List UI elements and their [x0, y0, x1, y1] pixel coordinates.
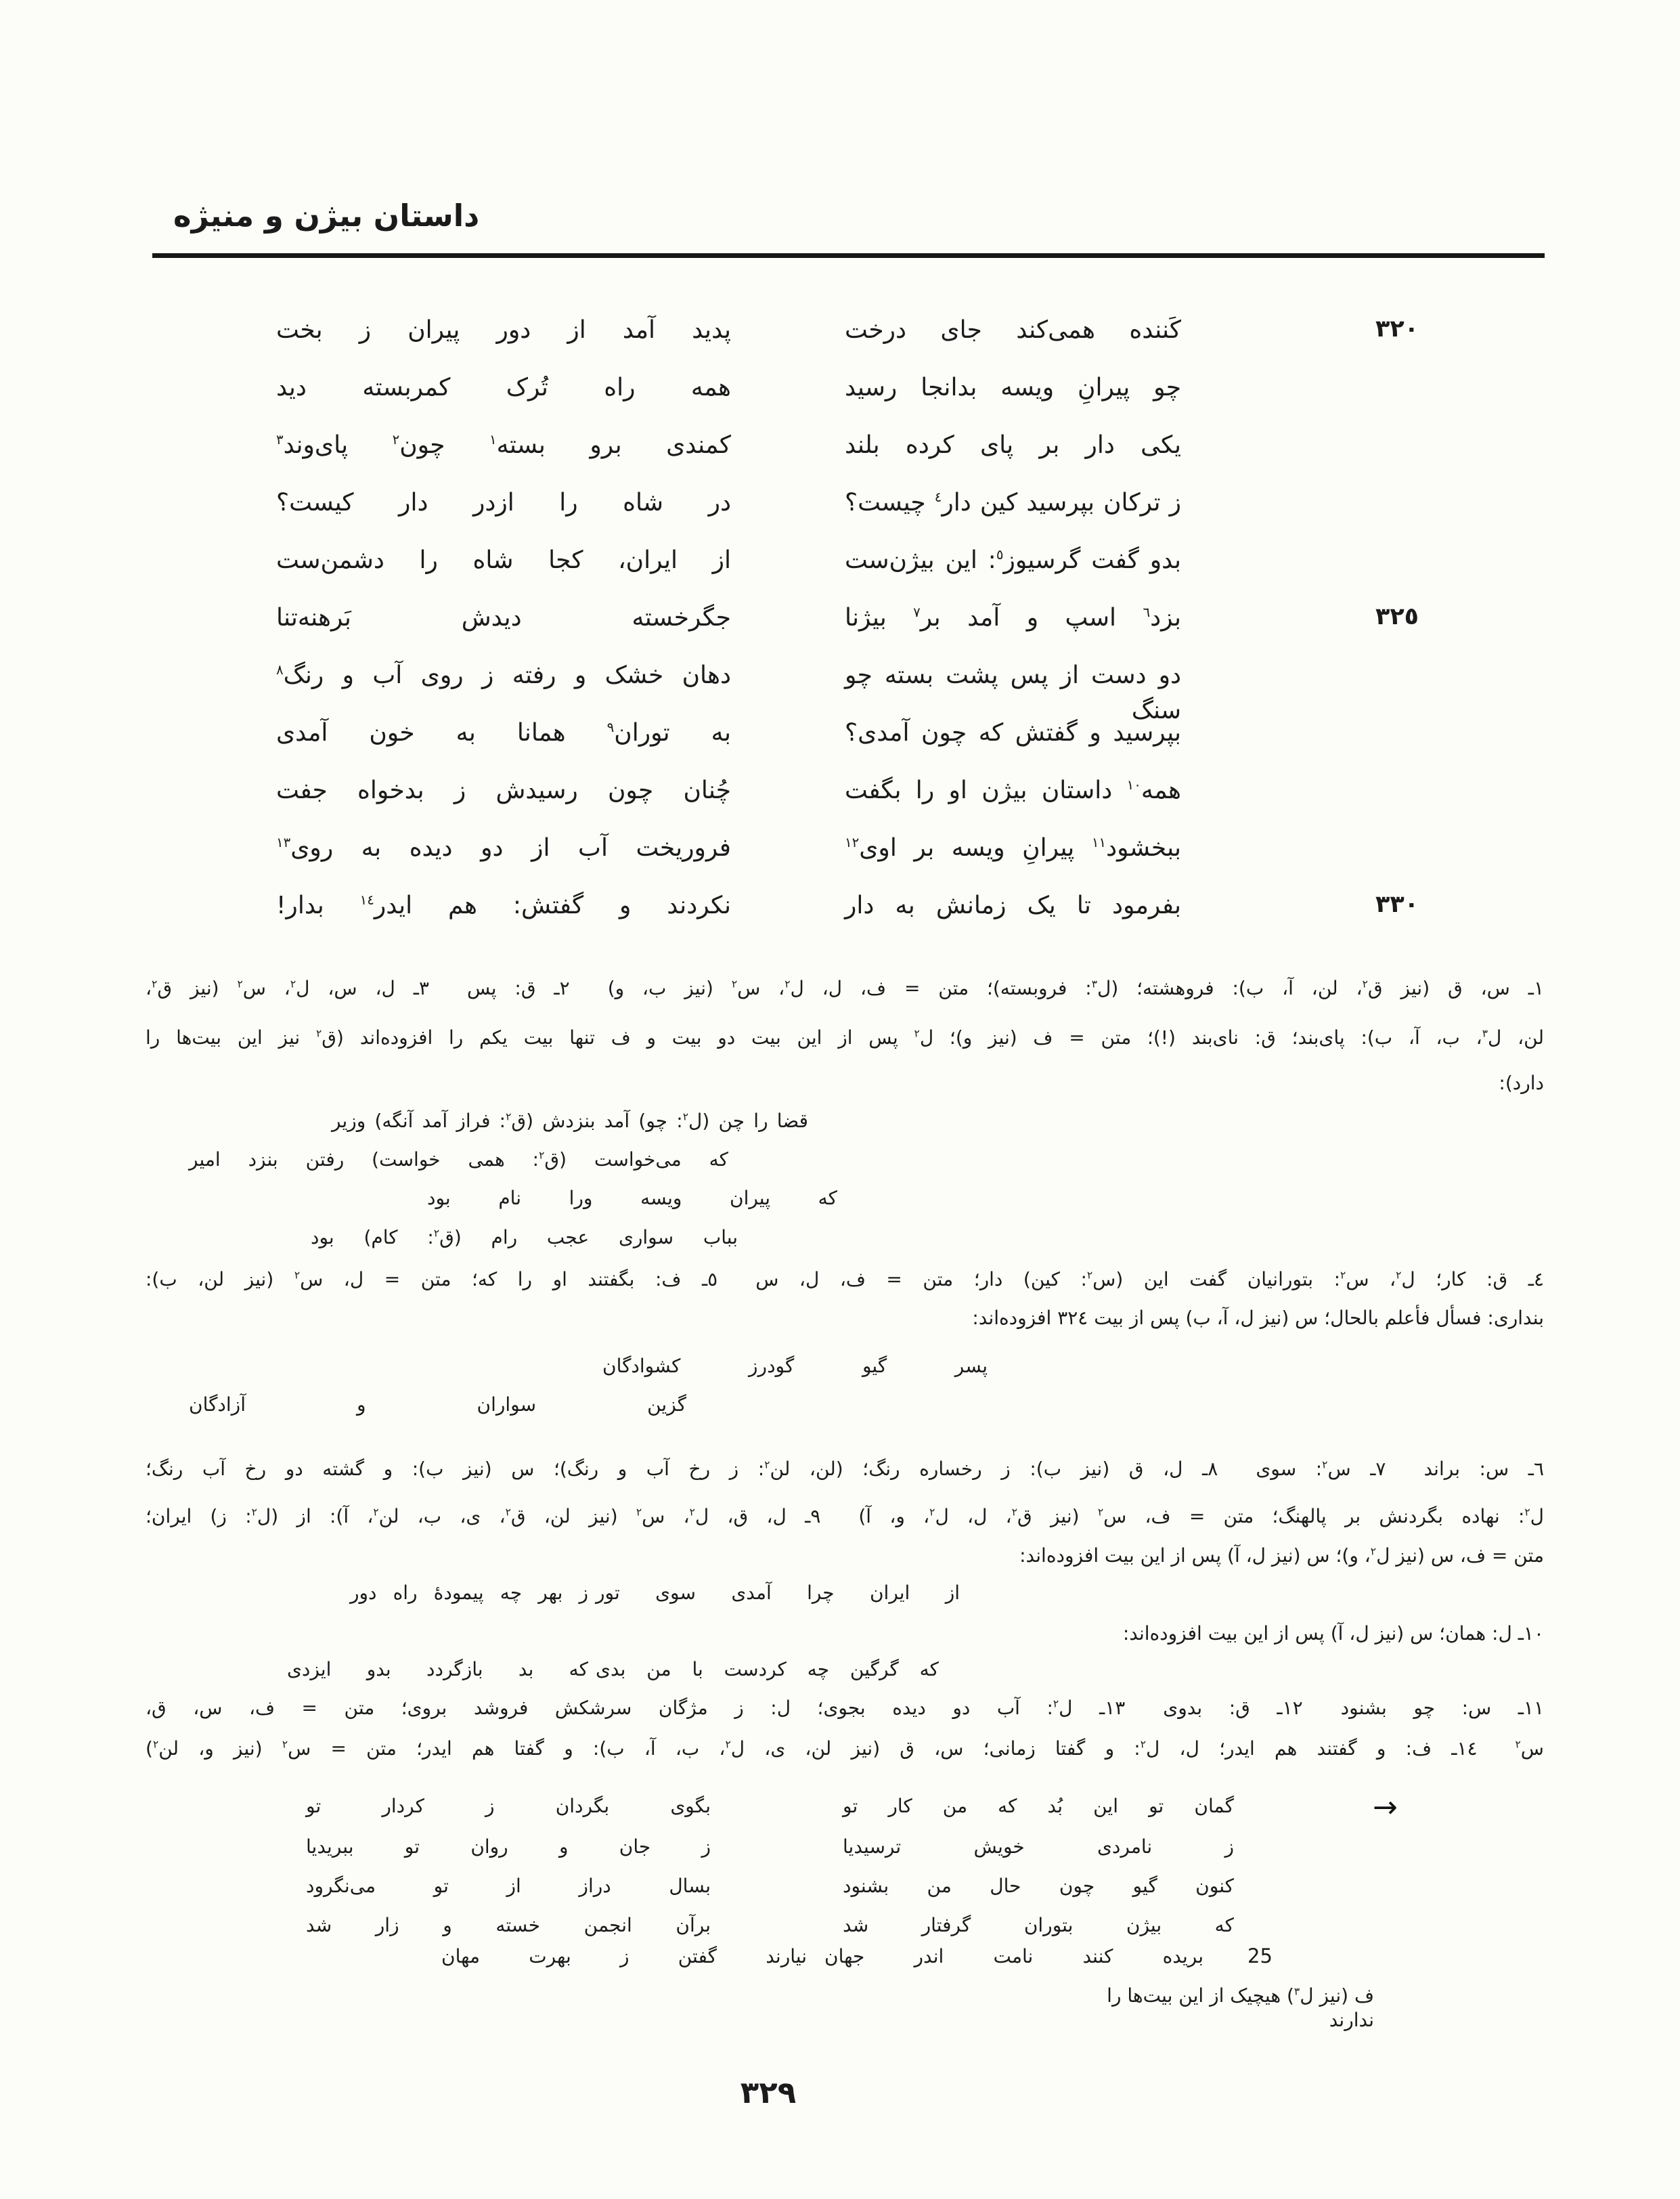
running-title: داستان بیژن و منیژه — [173, 198, 480, 234]
header-rule — [152, 253, 1545, 258]
hemistich-left: از ایران، کجا شاه را دشمن‌ست — [276, 546, 731, 574]
footnote-line: ۱۱ـ س: چو بشنود ۱۲ـ ق: بدوی ۱۳ـ ل$^۲$: آب دو دیده بجوی؛ ل: ز مژگان سرشکش فروشد بروی؛ متن = ف، س، ق، — [146, 1697, 1544, 1719]
poem-row — [0, 831, 1680, 874]
footnote-verse-left: ز بهر چه پیمودهٔ راه دور — [350, 1582, 588, 1604]
poem-row — [0, 658, 1680, 725]
footnote-line: ۱ـ س، ق (نیز ق$^۲$، لن، آ، ب): فروهشته؛ (ل$^۳$: فروبسته)؛ متن = ف، ل، ل$^۲$، س$^۲$ (نیز ب، و) ۲ـ ق: پس ۳ـ ل، س، ل$^۲$، س$^۲$ (نیز ق$^۲$، — [146, 977, 1544, 999]
poem-row — [0, 888, 1680, 932]
poem-row — [0, 773, 1680, 817]
footnote-line: ل$^۲$: نهاده بگردنش بر پالهنگ؛ متن = ف، س$^۲$ (نیز ق$^۲$، ل، ل$^۲$، و، آ) ۹ـ ل، ق، ل$^۲$، س$^۲$ (نیز لن، ق$^۲$، ی، ب، لن$^۲$، آ): از (ل$^۲$: ز) ایران؛ — [146, 1505, 1545, 1527]
footnote-verse-left: بگوی بگردان ز کردار تو — [306, 1795, 711, 1817]
footnote-verse-right: از ایران چرا آمدی سوی تور — [596, 1582, 960, 1604]
hemistich-left: دهان خشک و رفته ز روی آب و رنگ$^۸$ — [276, 661, 731, 689]
hemistich-left: کمندی برو بسته$^۱$ چون$^۲$ پای‌وند$^۳$ — [276, 431, 731, 459]
footnote-line: ٦ـ س: براند ۷ـ س$^۲$: سوی ۸ـ ل، ق (نیز ب): ز رخساره رنگ؛ (لن، لن$^۲$: ز رخ آب و رنگ)؛ س (نیز ب): و گشته دو رخ آب رنگ؛ — [146, 1458, 1544, 1480]
hemistich-left: پدید آمد از دور پیران ز بخت — [276, 316, 731, 344]
verse-number-330: ٣٣٠ — [1375, 891, 1419, 918]
hemistich-left: فروریخت آب از دو دیده به روی$^{۱۳}$ — [276, 834, 731, 862]
footnote-line: دارد): — [1499, 1072, 1544, 1094]
hemistich-right: یکی دار بر پای کرده بلند — [845, 431, 1181, 459]
poem-row — [0, 428, 1680, 471]
footnote-verse-left: ز جان و روان تو ببریدیا — [306, 1835, 711, 1858]
poem-row — [0, 313, 1680, 356]
footnote-line: ف (نیز ل$^۳$) هیچیک از این بیت‌ها را ندارند — [1107, 1984, 1374, 2032]
verse-number-320: ٣٢٠ — [1375, 315, 1419, 343]
poem-row — [0, 543, 1680, 586]
footnote-verse-right: کنون گیو چون حال من بشنود — [843, 1875, 1234, 1897]
footnote-line: بنداری: فسأل فأعلم بالحال؛ س (نیز ل، آ، ب) پس از بیت ٣٢٤ افزوده‌اند: — [972, 1307, 1544, 1329]
footnote-line: ۱۰ـ ل: همان؛ س (نیز ل، آ) پس از این بیت افزوده‌اند: — [1122, 1622, 1544, 1645]
footnote-verse: گزین سواران و آزادگان — [189, 1393, 686, 1416]
footnote-line: متن = ف، س (نیز ل$^۲$، و)؛ س (نیز ل، آ) پس از این بیت افزوده‌اند: — [1019, 1544, 1544, 1567]
hemistich-right: دو دست از پس پشت بسته چو سنگ — [845, 661, 1181, 725]
hemistich-left: نکردند و گفتش: هم ایدر$^{۱٤}$ بدار! — [276, 892, 731, 919]
footnote-verse: که پیران ویسه ورا نام بود — [427, 1187, 837, 1209]
footnote-verse-right: که گرگین چه کردست با من بدی — [596, 1658, 939, 1680]
footnote-verse-right: ز نامردی خویش ترسیدیا — [843, 1835, 1234, 1858]
hemistich-left: چُنان چون رسیدش ز بدخواه جفت — [276, 777, 731, 804]
verse-number-325: ٣٢٥ — [1375, 603, 1419, 630]
hemistich-left: جگرخسته دیدش بَرهنه‌تنا — [276, 604, 731, 632]
hemistich-right: ز ترکان بپرسید کین دار$^٤$ چیست؟ — [845, 489, 1181, 517]
footnote-verse: که می‌خواست (ق$^۲$: همی خواست) رفتن بنزد امیر — [189, 1148, 728, 1171]
hemistich-right: بفرمود تا یک زمانش به دار — [845, 892, 1181, 919]
footnote-line: س$^۲$ ۱٤ـ ف: و گفتند هم ایدر؛ ل، ل$^۲$: و گفتا زمانی؛ س، ق (نیز لن، ی، ل$^۲$، ب، آ، ب): و گفتا هم ایدر؛ متن = س$^۲$ (نیز و، لن$^۲$) — [146, 1737, 1544, 1760]
hemistich-right: بزد$^٦$ اسپ و آمد بر$^۷$ بیژنا — [845, 604, 1181, 632]
footnote-verse-left: که بد بازگردد بدو ایزدی — [287, 1658, 588, 1680]
footnote-verse-right: گمان تو این بُد که من کار تو — [843, 1795, 1234, 1817]
hemistich-right: ببخشود$^{۱۱}$ پیرانِ ویسه بر اوی$^{۱۲}$ — [845, 834, 1181, 862]
line-number-marker: 25 — [1247, 1944, 1273, 1967]
page-number: ٣٢٩ — [740, 2074, 797, 2110]
hemistich-right: چو پیرانِ ویسه بدانجا رسید — [845, 374, 1181, 401]
hemistich-left: در شاه را ازدر دار کیست؟ — [276, 489, 731, 517]
footnote-verse-left: نیارند گفتن ز بهرت مهان — [441, 1945, 807, 1967]
poem-row — [0, 716, 1680, 759]
hemistich-right: همه$^{۱۰}$ داستان بیژن او را بگفت — [845, 777, 1181, 804]
hemistich-right: بدو گفت گرسیوز$^٥$: این بیژن‌ست — [845, 546, 1181, 574]
arrow-right-icon: → — [1373, 1790, 1398, 1825]
footnote-verse-right: که بیژن بتوران گرفتار شد — [843, 1914, 1234, 1936]
hemistich-right: بپرسید و گفتش که چون آمدی؟ — [845, 719, 1181, 747]
footnote-verse-right: بریده کنند نامت اندر جهان — [824, 1945, 1203, 1967]
footnote-verse: بباب سواری عجب رام (ق$^۲$: کام) بود — [311, 1226, 738, 1248]
poem-row — [0, 601, 1680, 644]
footnote-verse: پسر گیو گودرز کشوادگان — [602, 1355, 988, 1377]
hemistich-left: همه راه تُرک کمربسته دید — [276, 374, 731, 401]
hemistich-right: کَننده همی‌کند جای درخت — [845, 316, 1181, 344]
footnote-line: ٤ـ ق: کار؛ ل$^۲$، س$^۲$: بتورانیان گفت این (س$^۲$: کین) دار؛ متن = ف، ل، س ٥ـ ف: بگفتند او را که؛ متن = ل، س$^۲$ (نیز لن، ب): — [146, 1268, 1544, 1290]
poem-row — [0, 370, 1680, 414]
poem-row — [0, 485, 1680, 529]
footnote-line: لن، ل$^۳$، ب، آ، ب): پای‌بند؛ ق: نای‌بند (!)؛ متن = ف (نیز و)؛ ل$^۲$ پس از این بیت دو بیت و ف تنها بیت یکم را افزوده‌اند (ق$^۲$ نیز این بیت‌ها را — [146, 1026, 1544, 1049]
footnote-verse: قضا را چن (ل$^۲$: چو) آمد بنزدش (ق$^۲$: فراز آمد آنگه) وزیر — [332, 1110, 808, 1132]
footnote-verse-left: برآن انجمن خسته و زار شد — [306, 1914, 711, 1936]
footnote-verse-left: بسال دراز از تو می‌نگرود — [306, 1875, 711, 1897]
hemistich-left: به توران$^۹$ همانا به خون آمدی — [276, 719, 731, 747]
